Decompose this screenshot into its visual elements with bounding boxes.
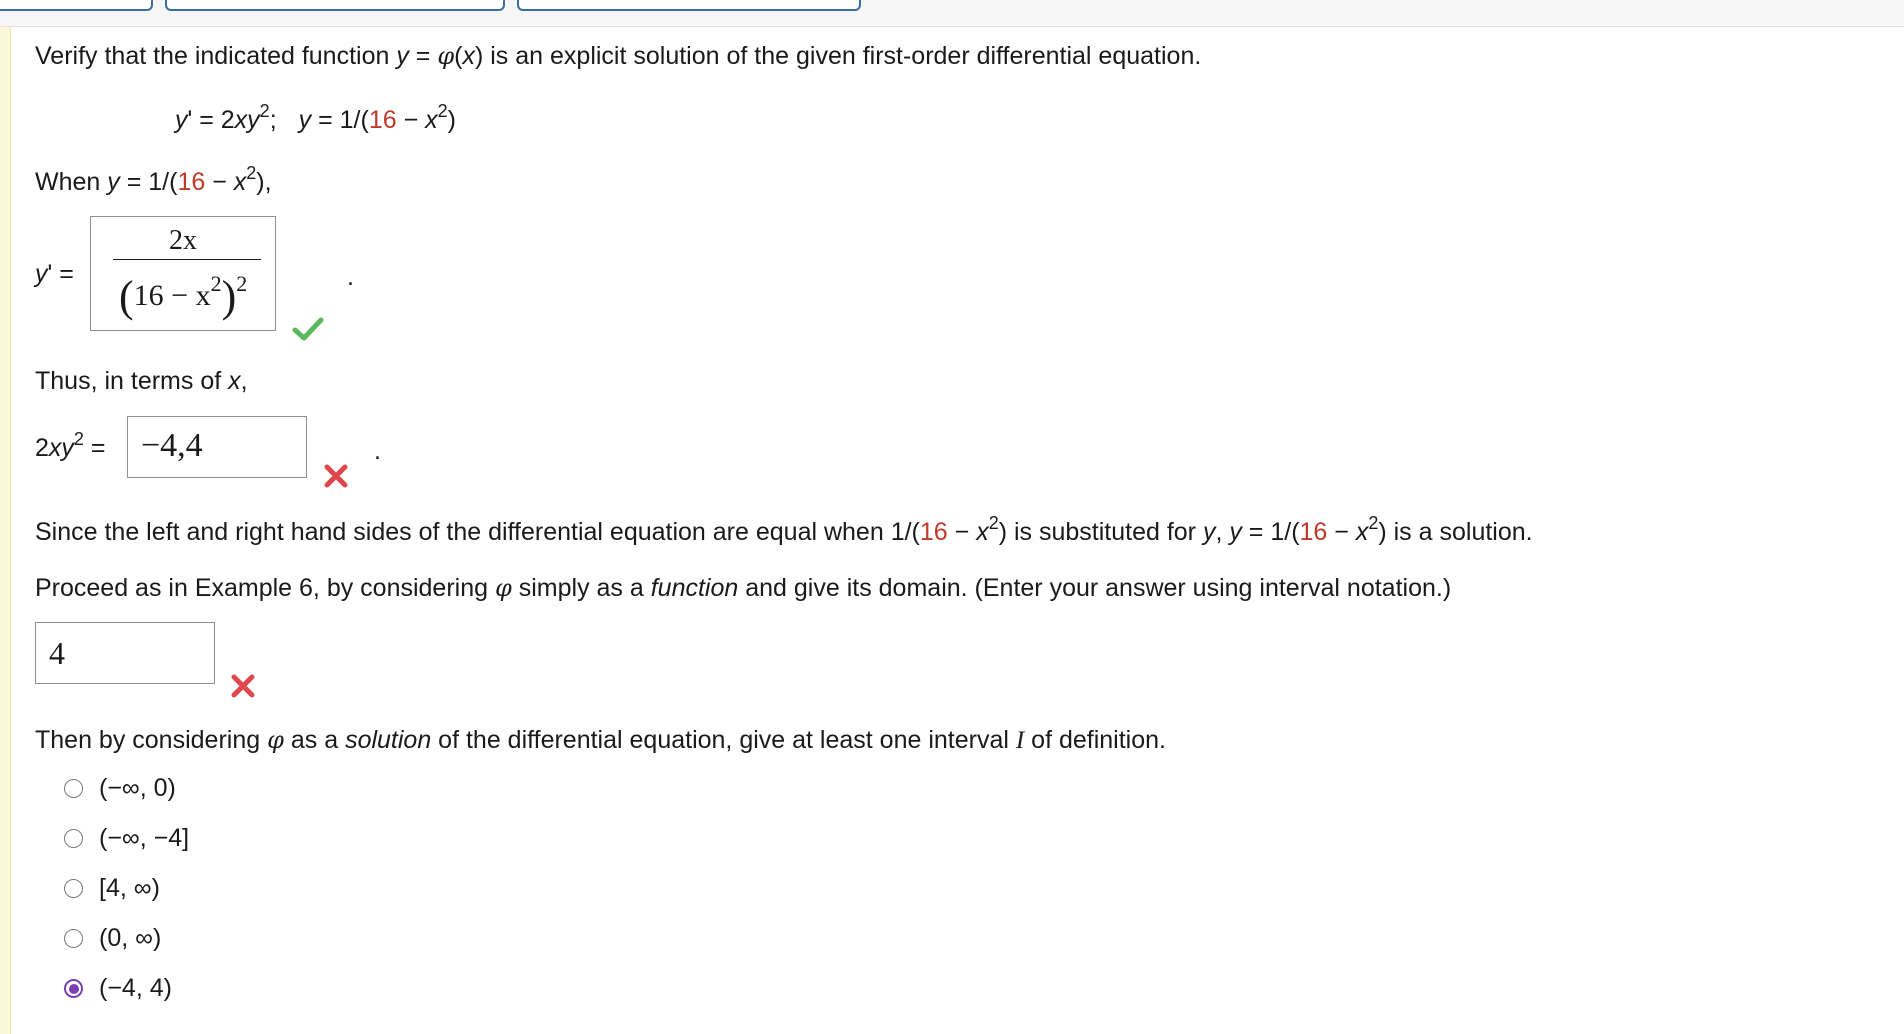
left-stripe [0, 27, 11, 1034]
yprime-period: . [347, 263, 354, 291]
yprime-answer-box[interactable] [90, 216, 276, 331]
twoxy-label: $2xy^2$ = [35, 429, 106, 462]
twoxy-answer-value: −4,4 [141, 427, 203, 464]
yprime-numerator: 2x [169, 225, 197, 256]
domain-answer-box[interactable] [35, 622, 215, 684]
nav-tab-1[interactable] [0, 0, 153, 11]
domain-answer-value: 4 [49, 635, 65, 671]
option-row[interactable] [64, 873, 160, 903]
option-label: (−∞, −4] [99, 823, 190, 852]
option-label: [4, ∞) [99, 873, 160, 902]
option-label: (−4, 4) [99, 973, 172, 1002]
yprime-label: y' = [35, 260, 74, 288]
option-label: (0, ∞) [99, 923, 162, 952]
check-icon [292, 316, 324, 342]
radio-button-selected[interactable] [64, 979, 83, 998]
nav-tab-2[interactable] [165, 0, 505, 11]
since-line: Since the left and right hand sides of the differential equation are equal when $1/(16 - x^2)$ is substituted for y, $y = 1/(16 - x^2)$ is a solution. [35, 513, 1533, 546]
fraction-bar [113, 259, 261, 260]
x-icon [323, 463, 349, 489]
option-label: (−∞, 0) [99, 773, 176, 802]
thus-line: Thus, in terms of x, [35, 367, 248, 395]
when-line: When $y = 1/(16 - x^2)$, [35, 163, 272, 196]
nav-tab-3[interactable] [517, 0, 861, 11]
top-bar [0, 0, 1904, 27]
instruction-text: Verify that the indicated function y = φ(x) is an explicit solution of the given first-order differential equation. [35, 42, 1202, 70]
proceed-line: Proceed as in Example 6, by considering φ simply as a function and give its domain. (Enter your answer using interval notation.) [35, 574, 1452, 602]
yprime-denominator: $(16 - x^2)^2$ [119, 271, 248, 321]
option-row[interactable] [64, 973, 172, 1003]
radio-button[interactable] [64, 829, 83, 848]
radio-button[interactable] [64, 779, 83, 798]
then-line: Then by considering φ as a solution of the differential equation, give at least one interval I of definition. [35, 726, 1166, 754]
option-row[interactable] [64, 923, 161, 953]
option-row[interactable] [64, 773, 176, 803]
option-row[interactable] [64, 823, 189, 853]
radio-button[interactable] [64, 879, 83, 898]
twoxy-period: . [374, 437, 381, 465]
radio-button[interactable] [64, 929, 83, 948]
differential-equation: $y' = 2xy^2$; $y = 1/(16 - x^2)$ [175, 101, 456, 134]
x-icon [230, 673, 256, 699]
twoxy-answer-box[interactable] [127, 416, 307, 478]
